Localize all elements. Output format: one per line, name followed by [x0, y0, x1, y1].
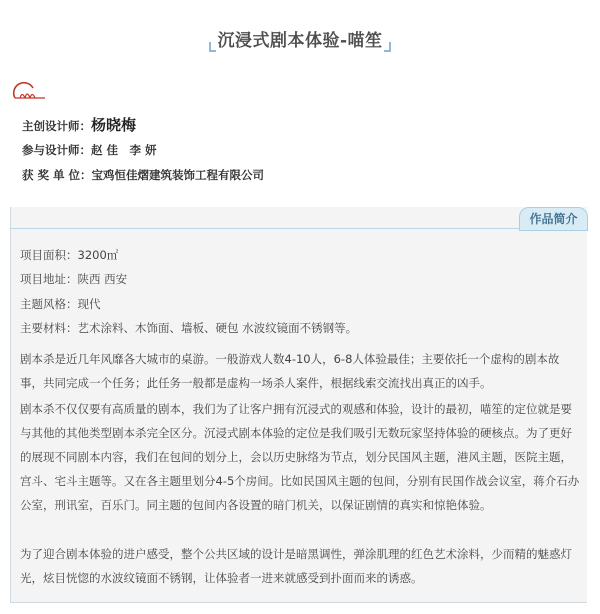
title-wrap: [0, 26, 600, 51]
info-style: 主题风格：现代: [20, 297, 101, 311]
info-area: 项目面积：3200㎡: [20, 248, 119, 262]
lead-designer: [22, 114, 136, 135]
co-designers-value: 赵 佳 李 妍: [91, 143, 157, 157]
intro-box-divider: [10, 228, 522, 229]
info-address: 项目地址：陕西 西安: [20, 272, 128, 286]
co-designers-label: 参与设计师：: [22, 143, 91, 157]
title-bracket-right: [384, 42, 391, 52]
info-materials: 主要材料：艺术涂料、木饰面、墙板、硬包 水波纹镜面不锈钢等。: [20, 321, 358, 335]
award-company-label: 获 奖 单 位：: [22, 168, 92, 182]
co-designers: [22, 142, 157, 158]
page-title: [213, 26, 386, 51]
wavy-circle-logo-icon: [12, 79, 46, 101]
paragraph-3: 为了迎合剧本体验的进户感受，整个公共区域的设计是暗黑调性，弹涂肌理的红色艺术涂料，少而精的魅惑灯光，炫目恍惚的水波纹镜面不锈钢，让体验者一进来就感受到扑面而来的诱惑。: [20, 547, 572, 585]
title-bracket-left: [209, 42, 216, 52]
tab-intro: 作品简介: [519, 207, 588, 231]
page-title-text: 沉浸式剧本体验-喵笙: [217, 31, 383, 51]
award-company: [22, 167, 264, 183]
lead-designer-value: 杨晓梅: [91, 116, 137, 134]
award-company-value: 宝鸡恒佳熠建筑装饰工程有限公司: [91, 168, 265, 182]
lead-designer-label: 主创设计师：: [22, 119, 91, 133]
paragraph-1: 剧本杀是近几年风靡各大城市的桌游。一般游戏人数4-10人，6-8人体验最佳；主要依托一个虚构的剧本故事，共同完成一个任务；此任务一般都是虚构一场杀人案件，根据线索交流找出真正的凶手。: [20, 352, 560, 390]
paragraph-2: 剧本杀不仅仅要有高质量的剧本，我们为了让客户拥有沉浸式的观感和体验，设计的最初，喵笙的定位就是要与其他的其他类型剧本杀完全区分。沉浸式剧本体验的定位是我们吸引无数玩家坚持体验的硬核点。为了更好的展现不同剧本内容，我们在包间的划分上，会以历史脉络为节点，划分民国风主题，港风主题，医院主题，宫斗、宅斗主题等。又在各主题里划分4-5个房间。比如民国风主题的包间，分别有民国作战会议室，蒋介石办公室，刑讯室，百乐门。同主题的包间内各设置的暗门机关，以保证剧情的真实和惊艳体验。: [20, 402, 580, 512]
